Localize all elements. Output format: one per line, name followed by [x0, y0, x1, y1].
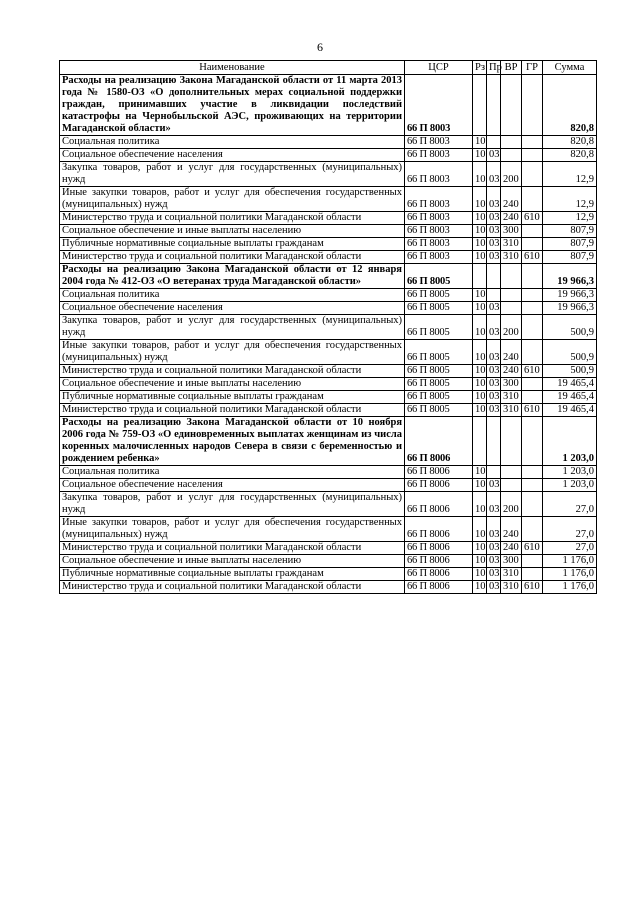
row-name-cell: Закупка товаров, работ и услуг для государственных (муниципальных) нужд — [60, 315, 405, 340]
table-row — [60, 404, 597, 417]
row-name-cell: Министерство труда и социальной политики Магаданской области — [60, 542, 405, 555]
row-pr-cell: 03 — [487, 315, 501, 340]
row-vr-cell: 240 — [501, 187, 522, 212]
table-row — [60, 555, 597, 568]
row-rz-cell: 10 — [473, 479, 487, 492]
row-gr-cell: 610 — [522, 404, 543, 417]
row-name-cell: Иные закупки товаров, работ и услуг для обеспечения государственных (муниципальных) нужд — [60, 517, 405, 542]
row-csr-cell: 66 П 8003 — [405, 251, 473, 264]
row-gr-cell: 610 — [522, 212, 543, 225]
row-vr-cell: 240 — [501, 542, 522, 555]
row-gr-cell — [522, 187, 543, 212]
row-rz-cell: 10 — [473, 568, 487, 581]
row-name-cell: Социальная политика — [60, 289, 405, 302]
row-vr-cell: 310 — [501, 581, 522, 594]
row-csr-cell: 66 П 8005 — [405, 378, 473, 391]
page-number: 6 — [317, 40, 323, 54]
header-csr: ЦСР — [405, 61, 473, 75]
row-pr-cell: 03 — [487, 162, 501, 187]
row-pr-cell — [487, 466, 501, 479]
row-gr-cell — [522, 302, 543, 315]
row-rz-cell: 10 — [473, 289, 487, 302]
row-name-cell: Министерство труда и социальной политики Магаданской области — [60, 251, 405, 264]
row-vr-cell: 300 — [501, 225, 522, 238]
row-csr-cell: 66 П 8005 — [405, 289, 473, 302]
row-vr-cell: 200 — [501, 162, 522, 187]
row-sum-cell: 1 176,0 — [543, 568, 597, 581]
row-pr-cell — [487, 289, 501, 302]
header-pr: Пр — [487, 61, 501, 75]
row-vr-cell: 300 — [501, 378, 522, 391]
row-pr-cell: 03 — [487, 378, 501, 391]
section-header-row — [60, 417, 597, 466]
table-row — [60, 162, 597, 187]
row-pr-cell: 03 — [487, 212, 501, 225]
row-sum-cell: 1 176,0 — [543, 581, 597, 594]
row-rz-cell: 10 — [473, 466, 487, 479]
table-row — [60, 365, 597, 378]
row-vr-cell: 310 — [501, 251, 522, 264]
row-vr-cell — [501, 479, 522, 492]
row-vr-cell: 300 — [501, 555, 522, 568]
row-csr-cell: 66 П 8005 — [405, 365, 473, 378]
row-pr-cell: 03 — [487, 149, 501, 162]
row-pr-cell: 03 — [487, 517, 501, 542]
row-gr-cell: 610 — [522, 542, 543, 555]
row-vr-cell: 240 — [501, 517, 522, 542]
table-row — [60, 391, 597, 404]
table-row — [60, 517, 597, 542]
row-csr-cell: 66 П 8005 — [405, 315, 473, 340]
row-sum-cell: 27,0 — [543, 542, 597, 555]
row-gr-cell — [522, 517, 543, 542]
row-gr-cell — [522, 555, 543, 568]
row-rz-cell: 10 — [473, 187, 487, 212]
row-csr-cell: 66 П 8005 — [405, 340, 473, 365]
row-pr-cell: 03 — [487, 581, 501, 594]
row-name-cell: Расходы на реализацию Закона Магаданской области от 10 ноября 2006 года № 759-ОЗ «О единовременных выплатах женщинам из числа коренных малочисленных народов Севера в связи с беременностью и рождением ребенка» — [60, 417, 405, 466]
row-vr-cell — [501, 289, 522, 302]
row-name-cell: Министерство труда и социальной политики Магаданской области — [60, 212, 405, 225]
row-csr-cell: 66 П 8005 — [405, 404, 473, 417]
row-csr-cell: 66 П 8003 — [405, 136, 473, 149]
row-pr-cell: 03 — [487, 251, 501, 264]
row-name-cell: Иные закупки товаров, работ и услуг для обеспечения государственных (муниципальных) нужд — [60, 187, 405, 212]
row-sum-cell: 1 203,0 — [543, 466, 597, 479]
row-gr-cell — [522, 417, 543, 466]
section-header-row — [60, 75, 597, 136]
table-row — [60, 289, 597, 302]
row-rz-cell: 10 — [473, 391, 487, 404]
row-sum-cell: 19 966,3 — [543, 302, 597, 315]
row-sum-cell: 807,9 — [543, 251, 597, 264]
row-sum-cell: 500,9 — [543, 340, 597, 365]
row-vr-cell: 200 — [501, 492, 522, 517]
row-pr-cell: 03 — [487, 479, 501, 492]
table-header-row — [60, 61, 597, 75]
row-sum-cell: 807,9 — [543, 238, 597, 251]
row-gr-cell — [522, 162, 543, 187]
row-csr-cell: 66 П 8003 — [405, 162, 473, 187]
row-csr-cell: 66 П 8005 — [405, 391, 473, 404]
row-pr-cell: 03 — [487, 492, 501, 517]
row-csr-cell: 66 П 8006 — [405, 581, 473, 594]
row-sum-cell: 12,9 — [543, 162, 597, 187]
row-name-cell: Министерство труда и социальной политики Магаданской области — [60, 581, 405, 594]
row-csr-cell: 66 П 8006 — [405, 568, 473, 581]
row-vr-cell: 240 — [501, 365, 522, 378]
row-rz-cell: 10 — [473, 378, 487, 391]
row-name-cell: Расходы на реализацию Закона Магаданской области от 11 марта 2013 года № 1580-ОЗ «О дополнительных мерах социальной поддержки граждан, принимавших участие в ликвидации последствий катастрофы на Чернобыльской АЭС, проживающих на территории Магаданской области» — [60, 75, 405, 136]
row-csr-cell: 66 П 8003 — [405, 187, 473, 212]
row-rz-cell: 10 — [473, 302, 487, 315]
row-csr-cell: 66 П 8005 — [405, 264, 473, 289]
row-rz-cell: 10 — [473, 251, 487, 264]
row-pr-cell: 03 — [487, 568, 501, 581]
row-csr-cell: 66 П 8003 — [405, 75, 473, 136]
row-csr-cell: 66 П 8006 — [405, 555, 473, 568]
row-sum-cell: 27,0 — [543, 492, 597, 517]
row-vr-cell — [501, 302, 522, 315]
row-pr-cell: 03 — [487, 187, 501, 212]
row-name-cell: Закупка товаров, работ и услуг для государственных (муниципальных) нужд — [60, 492, 405, 517]
row-sum-cell: 27,0 — [543, 517, 597, 542]
row-rz-cell: 10 — [473, 404, 487, 417]
table-row — [60, 251, 597, 264]
row-vr-cell: 310 — [501, 391, 522, 404]
table-row — [60, 492, 597, 517]
row-gr-cell — [522, 136, 543, 149]
row-pr-cell: 03 — [487, 555, 501, 568]
row-rz-cell — [473, 417, 487, 466]
row-name-cell: Министерство труда и социальной политики Магаданской области — [60, 365, 405, 378]
row-sum-cell: 19 465,4 — [543, 378, 597, 391]
row-sum-cell: 1 203,0 — [543, 417, 597, 466]
row-pr-cell: 03 — [487, 340, 501, 365]
row-rz-cell: 10 — [473, 542, 487, 555]
row-sum-cell: 1 176,0 — [543, 555, 597, 568]
row-pr-cell — [487, 417, 501, 466]
row-pr-cell: 03 — [487, 542, 501, 555]
row-vr-cell: 310 — [501, 404, 522, 417]
row-pr-cell: 03 — [487, 225, 501, 238]
row-name-cell: Публичные нормативные социальные выплаты гражданам — [60, 568, 405, 581]
row-vr-cell: 310 — [501, 238, 522, 251]
row-vr-cell: 240 — [501, 340, 522, 365]
table-body — [60, 75, 597, 594]
row-csr-cell: 66 П 8003 — [405, 212, 473, 225]
row-rz-cell: 10 — [473, 581, 487, 594]
row-csr-cell: 66 П 8006 — [405, 466, 473, 479]
row-vr-cell — [501, 75, 522, 136]
budget-table — [59, 60, 597, 594]
row-gr-cell — [522, 492, 543, 517]
table-row — [60, 378, 597, 391]
table-row — [60, 340, 597, 365]
table-row — [60, 466, 597, 479]
row-gr-cell: 610 — [522, 365, 543, 378]
row-pr-cell: 03 — [487, 365, 501, 378]
row-name-cell: Расходы на реализацию Закона Магаданской области от 12 января 2004 года № 412-ОЗ «О ветеранах труда Магаданской области» — [60, 264, 405, 289]
table-row — [60, 315, 597, 340]
row-name-cell: Социальная политика — [60, 466, 405, 479]
row-sum-cell: 12,9 — [543, 212, 597, 225]
row-vr-cell — [501, 264, 522, 289]
header-name: Наименование — [60, 61, 405, 75]
table-row — [60, 238, 597, 251]
row-rz-cell: 10 — [473, 225, 487, 238]
row-rz-cell — [473, 75, 487, 136]
row-name-cell: Закупка товаров, работ и услуг для государственных (муниципальных) нужд — [60, 162, 405, 187]
row-sum-cell: 820,8 — [543, 75, 597, 136]
table-row — [60, 212, 597, 225]
row-pr-cell: 03 — [487, 391, 501, 404]
row-name-cell: Социальное обеспечение и иные выплаты населению — [60, 225, 405, 238]
row-sum-cell: 19 465,4 — [543, 391, 597, 404]
row-name-cell: Социальное обеспечение и иные выплаты населению — [60, 555, 405, 568]
row-rz-cell: 10 — [473, 136, 487, 149]
header-rz: Рз — [473, 61, 487, 75]
row-gr-cell — [522, 340, 543, 365]
row-sum-cell: 500,9 — [543, 315, 597, 340]
row-name-cell: Министерство труда и социальной политики Магаданской области — [60, 404, 405, 417]
row-rz-cell: 10 — [473, 555, 487, 568]
row-csr-cell: 66 П 8006 — [405, 479, 473, 492]
row-name-cell: Социальное обеспечение населения — [60, 302, 405, 315]
row-csr-cell: 66 П 8003 — [405, 225, 473, 238]
row-rz-cell: 10 — [473, 340, 487, 365]
row-vr-cell — [501, 136, 522, 149]
row-gr-cell — [522, 264, 543, 289]
row-gr-cell — [522, 238, 543, 251]
row-rz-cell: 10 — [473, 238, 487, 251]
table-row — [60, 581, 597, 594]
row-name-cell: Социальная политика — [60, 136, 405, 149]
table-row — [60, 149, 597, 162]
row-sum-cell: 820,8 — [543, 149, 597, 162]
table-row — [60, 187, 597, 212]
row-sum-cell: 807,9 — [543, 225, 597, 238]
row-vr-cell — [501, 466, 522, 479]
row-sum-cell: 19 465,4 — [543, 404, 597, 417]
row-vr-cell: 310 — [501, 568, 522, 581]
row-gr-cell: 610 — [522, 581, 543, 594]
row-vr-cell: 200 — [501, 315, 522, 340]
row-name-cell: Социальное обеспечение населения — [60, 149, 405, 162]
row-csr-cell: 66 П 8006 — [405, 492, 473, 517]
row-pr-cell: 03 — [487, 238, 501, 251]
table-row — [60, 302, 597, 315]
row-sum-cell: 19 966,3 — [543, 264, 597, 289]
row-csr-cell: 66 П 8006 — [405, 542, 473, 555]
table-row — [60, 136, 597, 149]
row-pr-cell — [487, 264, 501, 289]
row-gr-cell — [522, 479, 543, 492]
row-gr-cell — [522, 466, 543, 479]
row-csr-cell: 66 П 8006 — [405, 417, 473, 466]
table-row — [60, 479, 597, 492]
row-rz-cell — [473, 264, 487, 289]
row-rz-cell: 10 — [473, 315, 487, 340]
row-sum-cell: 1 203,0 — [543, 479, 597, 492]
row-csr-cell: 66 П 8005 — [405, 302, 473, 315]
row-gr-cell: 610 — [522, 251, 543, 264]
row-vr-cell — [501, 417, 522, 466]
row-gr-cell — [522, 225, 543, 238]
row-csr-cell: 66 П 8003 — [405, 149, 473, 162]
row-csr-cell: 66 П 8006 — [405, 517, 473, 542]
row-name-cell: Публичные нормативные социальные выплаты гражданам — [60, 391, 405, 404]
row-sum-cell: 820,8 — [543, 136, 597, 149]
row-gr-cell — [522, 378, 543, 391]
row-sum-cell: 500,9 — [543, 365, 597, 378]
row-rz-cell: 10 — [473, 212, 487, 225]
row-name-cell: Социальное обеспечение населения — [60, 479, 405, 492]
row-rz-cell: 10 — [473, 162, 487, 187]
section-header-row — [60, 264, 597, 289]
row-pr-cell: 03 — [487, 404, 501, 417]
row-vr-cell — [501, 149, 522, 162]
row-gr-cell — [522, 149, 543, 162]
table-row — [60, 568, 597, 581]
row-name-cell: Публичные нормативные социальные выплаты гражданам — [60, 238, 405, 251]
header-vr: ВР — [501, 61, 522, 75]
row-sum-cell: 19 966,3 — [543, 289, 597, 302]
row-rz-cell: 10 — [473, 149, 487, 162]
table-row — [60, 542, 597, 555]
table-row — [60, 225, 597, 238]
row-name-cell: Иные закупки товаров, работ и услуг для обеспечения государственных (муниципальных) нужд — [60, 340, 405, 365]
row-pr-cell: 03 — [487, 302, 501, 315]
header-gr: ГР — [522, 61, 543, 75]
row-gr-cell — [522, 289, 543, 302]
row-name-cell: Социальное обеспечение и иные выплаты населению — [60, 378, 405, 391]
row-sum-cell: 12,9 — [543, 187, 597, 212]
row-rz-cell: 10 — [473, 492, 487, 517]
row-pr-cell — [487, 75, 501, 136]
row-pr-cell — [487, 136, 501, 149]
row-rz-cell: 10 — [473, 365, 487, 378]
row-rz-cell: 10 — [473, 517, 487, 542]
row-gr-cell — [522, 75, 543, 136]
header-sum: Сумма — [543, 61, 597, 75]
row-gr-cell — [522, 391, 543, 404]
row-vr-cell: 240 — [501, 212, 522, 225]
row-csr-cell: 66 П 8003 — [405, 238, 473, 251]
row-gr-cell — [522, 315, 543, 340]
row-gr-cell — [522, 568, 543, 581]
